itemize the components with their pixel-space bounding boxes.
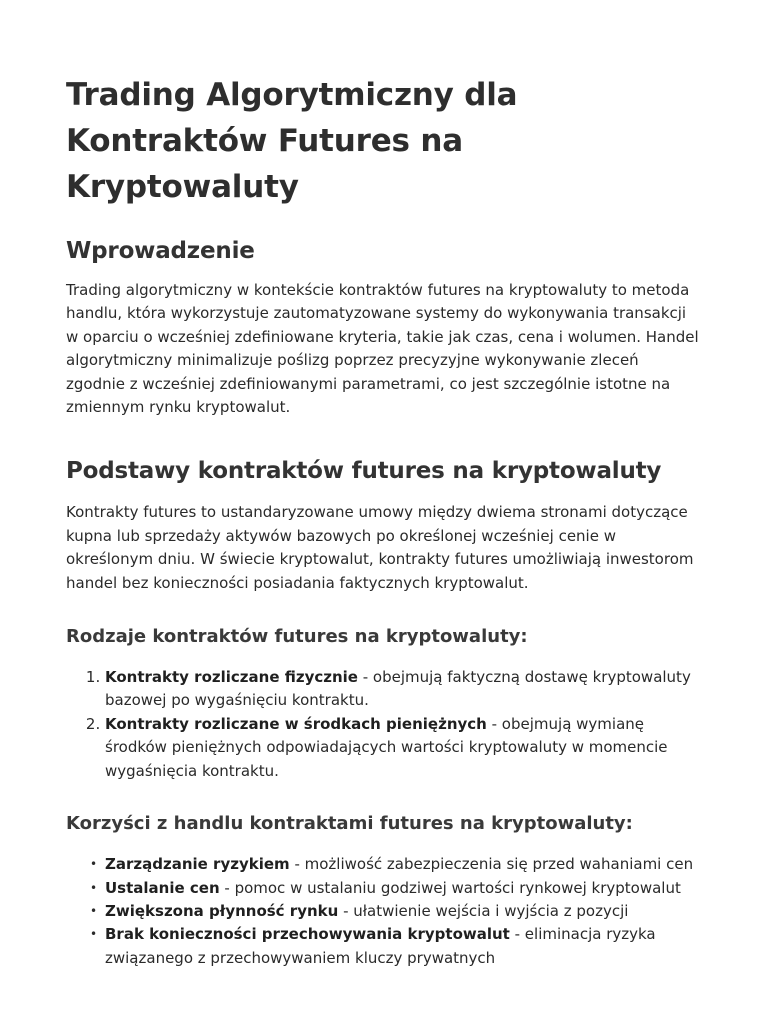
benefits-heading: Korzyści z handlu kontraktami futures na kryptowaluty: <box>66 813 633 835</box>
intro-heading: Wprowadzenie <box>66 238 255 264</box>
list-item <box>90 853 702 876</box>
list-item-description: - pomoc w ustalaniu godziwej wartości rynkowej kryptowalut <box>219 878 681 897</box>
basics-heading: Podstawy kontraktów futures na kryptowaluty <box>66 458 662 485</box>
list-item-term: Brak konieczności przechowywania kryptowalut <box>105 925 510 944</box>
list-item <box>90 900 702 923</box>
intro-paragraph: Trading algorytmiczny w kontekście kontraktów futures na kryptowaluty to metoda handlu, która wykorzystuje zautomatyzowane systemy do wykonywania transakcji w oparciu o wcześniej zdefiniowane kryteria, takie jak czas, cena i wolumen. Handel algorytmiczny minimalizuje poślizg poprzez precyzyjne wykonywanie zleceń zgodnie z wcześniej zdefiniowanymi parametrami, co jest szczególnie istotne na zmiennym rynku kryptowalut. <box>66 281 699 417</box>
bullet-icon: • <box>90 903 98 918</box>
list-item-term: Ustalanie cen <box>105 878 220 897</box>
bullet-icon: • <box>90 927 98 942</box>
list-item-description: - eliminacja ryzyka związanego z przechowywaniem kluczy prywatnych <box>105 925 656 967</box>
benefits-list <box>66 853 702 970</box>
bullet-icon: • <box>90 857 98 872</box>
list-item-description: - możliwość zabezpieczenia się przed wahaniami cen <box>289 855 694 874</box>
contract-types-list <box>66 666 702 783</box>
list-item-description: - obejmują faktyczną dostawę kryptowaluty bazowej po wygaśnięciu kontraktu. <box>105 668 691 710</box>
list-item <box>105 713 702 783</box>
document-title: Trading Algorytmiczny dla Kontraktów Futures na Kryptowaluty <box>66 77 518 205</box>
list-item-description: - ułatwienie wejścia i wyjścia z pozycji <box>338 901 629 920</box>
bullet-icon: • <box>90 880 98 895</box>
list-item-term: Kontrakty rozliczane w środkach pieniężnych <box>105 714 487 733</box>
list-item-term: Zwiększona płynność rynku <box>105 901 339 920</box>
list-item <box>90 877 702 900</box>
contract-types-heading: Rodzaje kontraktów futures na kryptowaluty: <box>66 626 528 648</box>
list-item-term: Zarządzanie ryzykiem <box>105 855 290 874</box>
list-item-term: Kontrakty rozliczane fizycznie <box>105 668 358 687</box>
list-item-description: - obejmują wymianę środków pieniężnych odpowiadających wartości kryptowaluty w momencie wygaśnięcia kontraktu. <box>105 714 668 780</box>
basics-paragraph: Kontrakty futures to ustandaryzowane umowy między dwiema stronami dotyczące kupna lub sprzedaży aktywów bazowych po określonej wcześniej cenie w określonym dniu. W świecie kryptowalut, kontrakty futures umożliwiają inwestorom handel bez konieczności posiadania faktycznych kryptowalut. <box>66 503 694 592</box>
list-item <box>90 923 702 970</box>
list-item <box>105 666 702 713</box>
